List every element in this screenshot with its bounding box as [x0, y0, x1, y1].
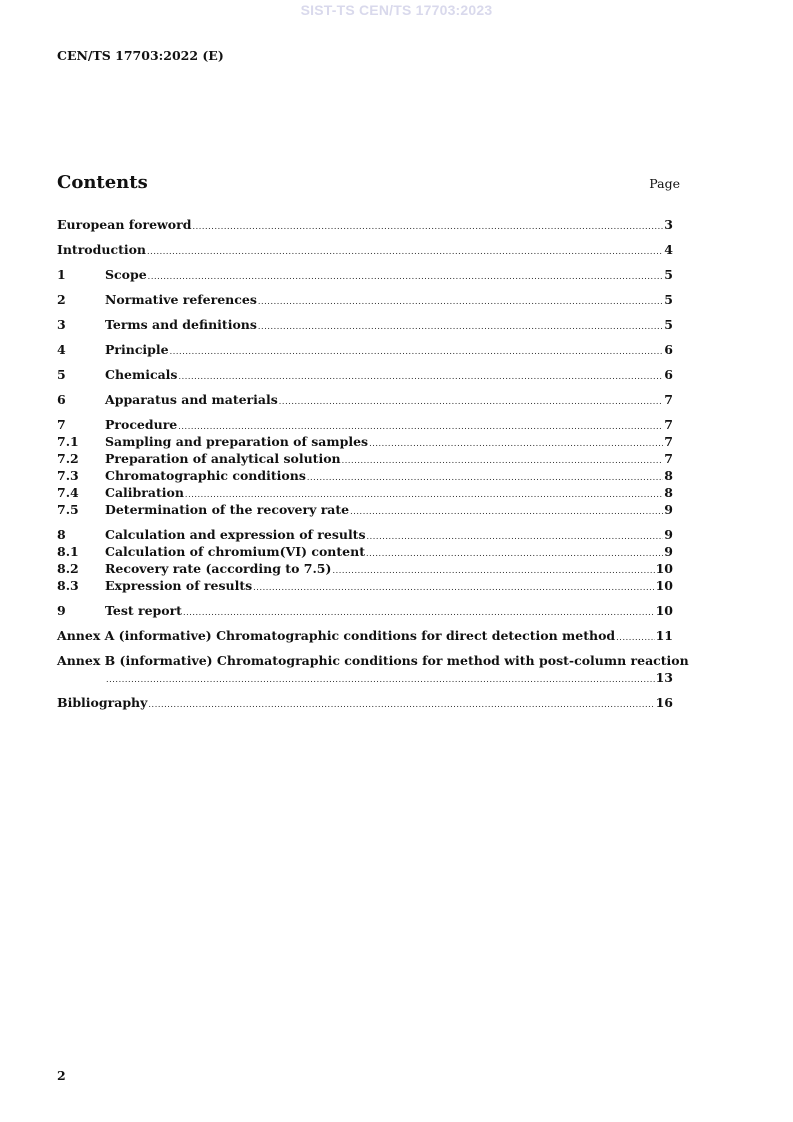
watermark: SIST-TS CEN/TS 17703:2023 [300, 2, 493, 18]
toc-leader-dots [350, 503, 663, 520]
toc-entry[interactable] [57, 341, 673, 358]
toc-entry-number: 7.4 [57, 485, 79, 500]
toc-entry-title: Procedure [105, 417, 178, 432]
toc-leader-dots [366, 545, 663, 562]
toc-entry-page: 5 [664, 317, 673, 332]
toc-entry-title: Test report [105, 603, 182, 618]
toc-leader-dots [192, 218, 663, 235]
toc-entries [57, 216, 673, 644]
toc-leader-dots [183, 604, 655, 621]
toc-leader-dots [258, 293, 663, 310]
toc-entry[interactable] [57, 241, 673, 258]
document-id: CEN/TS 17703:2022 (E) [57, 48, 224, 63]
toc-entry-number: 5 [57, 367, 66, 382]
toc-leader-dots [148, 696, 654, 713]
toc-entry-page: 11 [655, 628, 673, 643]
toc-entry-title: Recovery rate (according to 7.5) [105, 561, 332, 576]
toc-entry-page: 7 [664, 417, 673, 432]
toc-entry[interactable] [57, 216, 673, 233]
toc-entry-continuation [57, 669, 673, 686]
toc-entry-page: 5 [664, 267, 673, 282]
toc-entry[interactable] [57, 577, 673, 594]
toc-entry-number: 1 [57, 267, 66, 282]
toc-entry-page: 5 [664, 292, 673, 307]
toc-leader-dots [253, 579, 654, 596]
toc-entry-title: Annex B (informative) Chromatographic conditions for method with post-column reaction [57, 653, 689, 668]
toc-entry[interactable] [57, 467, 673, 484]
toc-leader-dots [258, 318, 663, 335]
toc-entry[interactable] [57, 501, 673, 518]
toc-entry-page: 4 [664, 242, 673, 257]
toc-entry-number: 8 [57, 527, 66, 542]
toc-entry-title: Preparation of analytical solution [105, 451, 341, 466]
toc-entry-number: 8.2 [57, 561, 79, 576]
toc-entry[interactable] [57, 366, 673, 383]
toc-entry-title: Apparatus and materials [105, 392, 278, 407]
toc-leader-dots [369, 435, 663, 452]
toc-entry-number: 7.3 [57, 468, 79, 483]
toc-entry-title: Introduction [57, 242, 147, 257]
toc-entry-title: European foreword [57, 217, 192, 232]
toc-entry-page: 9 [664, 544, 673, 559]
toc-entry-page: 3 [664, 217, 673, 232]
footer-page-number: 2 [57, 1068, 66, 1083]
toc-entry-number: 2 [57, 292, 66, 307]
toc-entry[interactable] [57, 433, 673, 450]
toc-leader-dots [148, 268, 664, 285]
toc-entry-page: 13 [655, 670, 673, 685]
toc-entry-page: 9 [664, 527, 673, 542]
toc-entry-title: Normative references [105, 292, 257, 307]
toc-entry-page: 10 [655, 578, 673, 593]
toc-leader-dots [367, 528, 664, 545]
toc-entry[interactable] [57, 560, 673, 577]
toc-leader-dots [307, 469, 663, 486]
toc-leader-dots [170, 343, 664, 360]
toc-entry[interactable] [57, 266, 673, 283]
toc-entry-page: 7 [664, 392, 673, 407]
toc-entry-number: 8.1 [57, 544, 79, 559]
toc-entry[interactable] [57, 484, 673, 501]
toc-entry-title: Sampling and preparation of samples [105, 434, 369, 449]
toc-entry[interactable] [57, 526, 673, 543]
toc-entry-title: Terms and definitions [105, 317, 257, 332]
toc-leader-dots [342, 452, 664, 469]
toc-entry-number: 6 [57, 392, 66, 407]
toc-entry[interactable] [57, 416, 673, 433]
toc-entry-title: Chemicals [105, 367, 178, 382]
toc-leader-dots [616, 629, 654, 646]
toc-entry-page: 6 [664, 367, 673, 382]
toc-entry-title: Calibration [105, 485, 184, 500]
toc-entry-number: 7 [57, 417, 66, 432]
toc-entry-title: Principle [105, 342, 169, 357]
toc-entry-number: 4 [57, 342, 66, 357]
toc-entry-page: 8 [664, 468, 673, 483]
toc-entry-annex-b[interactable] [57, 652, 689, 686]
toc-entry[interactable] [57, 627, 673, 644]
toc-entry-page: 9 [664, 502, 673, 517]
toc-entry[interactable] [57, 391, 673, 408]
toc-entry-number: 9 [57, 603, 66, 618]
toc-entry[interactable] [57, 316, 673, 333]
toc-entry-bibliography[interactable] [57, 694, 673, 711]
toc-entry-number: 7.2 [57, 451, 79, 466]
toc-leader-dots [178, 368, 663, 385]
toc-entry-page: 6 [664, 342, 673, 357]
toc-entry-page: 7 [664, 451, 673, 466]
toc-entry[interactable] [57, 291, 673, 308]
toc-leader-dots [279, 393, 664, 410]
contents-title: Contents [57, 172, 148, 193]
toc-entry[interactable] [57, 450, 673, 467]
toc-entry-page: 8 [664, 485, 673, 500]
toc-entry-page: 10 [655, 603, 673, 618]
toc-entry-title: Calculation and expression of results [105, 527, 366, 542]
toc-leader-dots [106, 671, 655, 688]
toc-entry-title: Expression of results [105, 578, 253, 593]
toc-entry-title: Annex A (informative) Chromatographic conditions for direct detection method [57, 628, 616, 643]
table-of-contents [57, 216, 689, 711]
toc-entry-page: 16 [655, 695, 673, 710]
toc-entry-title: Determination of the recovery rate [105, 502, 350, 517]
toc-entry[interactable] [57, 543, 673, 560]
toc-entry-number: 7.1 [57, 434, 79, 449]
toc-entry-page: 10 [655, 561, 673, 576]
page-column-label: Page [649, 176, 680, 191]
toc-leader-dots [332, 562, 654, 579]
toc-entry-title: Chromatographic conditions [105, 468, 306, 483]
toc-entry-number: 3 [57, 317, 66, 332]
toc-entry-number: 7.5 [57, 502, 79, 517]
toc-entry-number: 8.3 [57, 578, 79, 593]
toc-entry-title: Scope [105, 267, 147, 282]
toc-leader-dots [147, 243, 663, 260]
toc-entry-title: Calculation of chromium(VI) content [105, 544, 365, 559]
toc-entry[interactable] [57, 602, 673, 619]
toc-entry-page: 7 [664, 434, 673, 449]
toc-entry-title: Bibliography [57, 695, 148, 710]
contents-header [57, 172, 680, 193]
